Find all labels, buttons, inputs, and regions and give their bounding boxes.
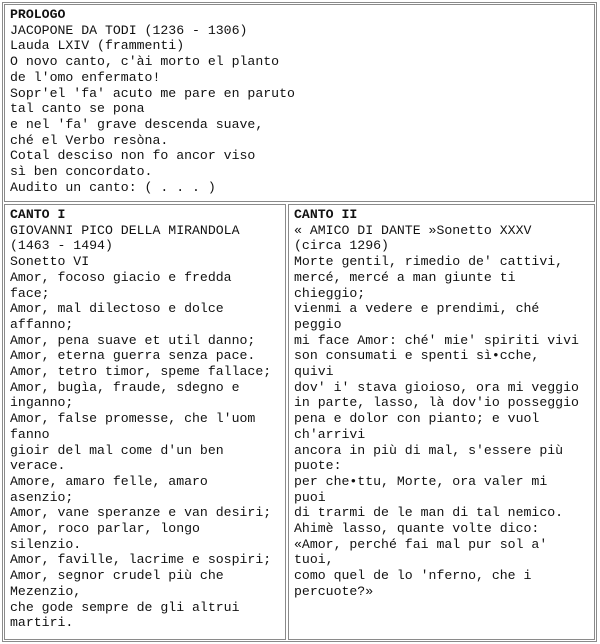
text-line: Mezenzio, — [10, 583, 82, 599]
text-line: pena e dolor con pianto; e vuol — [294, 411, 540, 427]
text-line: vienmi a vedere e prendimi, ché — [294, 301, 540, 317]
text-line: gioir del mal come d'un ben — [10, 442, 224, 458]
prologo-heading: PROLOGO — [10, 7, 66, 22]
text-line: in parte, lasso, là dov'io posseggio — [294, 395, 579, 411]
text-line: (1463 - 1494) — [10, 238, 113, 254]
canto-ii-heading: CANTO II — [294, 207, 358, 222]
text-line: son consumati e spenti sì•cche, — [294, 348, 540, 364]
text-line: peggio — [294, 316, 342, 332]
text-line: ancora in più di mal, s'essere più — [294, 442, 564, 458]
canto-ii-cell — [288, 204, 595, 640]
text-line: ch'arrivi — [294, 426, 366, 442]
text-line: Sonetto VI — [10, 254, 90, 270]
text-line: O novo canto, c'ài morto el planto — [10, 54, 280, 70]
text-line: puote: — [294, 458, 342, 474]
text-line: che gode sempre de gli altrui — [10, 599, 240, 615]
text-line: GIOVANNI PICO DELLA MIRANDOLA — [10, 222, 240, 238]
text-line: Audito un canto: ( . . . ) — [10, 179, 216, 195]
text-line: Amor, roco parlar, longo — [10, 521, 200, 537]
text-line: Amor, pena suave et util danno; — [10, 332, 256, 348]
text-line: Amor, eterna guerra senza pace. — [10, 348, 256, 364]
canto-i-text — [10, 223, 281, 631]
text-line: quivi — [294, 364, 334, 380]
canto-i-cell — [4, 204, 286, 640]
text-line: de l'omo enfermato! — [10, 69, 161, 85]
text-line: Amor, tetro timor, speme fallace; — [10, 364, 272, 380]
canto-i-heading: CANTO I — [10, 207, 66, 222]
text-line: Amor, false promesse, che l'uom — [10, 411, 256, 427]
text-line: e nel 'fa' grave descenda suave, — [10, 116, 264, 132]
canto-ii-text — [294, 223, 590, 600]
text-line: Lauda LXIV (frammenti) — [10, 38, 185, 54]
text-line: Cotal desciso non fo ancor viso — [10, 148, 256, 164]
text-line: Amor, faville, lacrime e sospiri; — [10, 552, 272, 568]
text-line: Amor, bugìa, fraude, sdegno e — [10, 379, 240, 395]
text-line: face; — [10, 285, 50, 301]
text-line: mi face Amor: ché' mie' spiriti vivi — [294, 332, 579, 348]
text-line: Amore, amaro felle, amaro — [10, 473, 208, 489]
text-line: inganno; — [10, 395, 74, 411]
text-line: Amor, vane speranze e van desiri; — [10, 505, 272, 521]
text-line: silenzio. — [10, 536, 82, 552]
text-line: tal canto se pona — [10, 101, 145, 117]
text-line: chieggio; — [294, 285, 366, 301]
text-line: como quel de lo 'nferno, che i — [294, 568, 532, 584]
text-line: verace. — [10, 458, 66, 474]
text-line: fanno — [10, 426, 50, 442]
text-line: affanno; — [10, 316, 74, 332]
text-line: puoi — [294, 489, 326, 505]
text-line: Amor, focoso giacio e fredda — [10, 269, 232, 285]
text-line: dov' i' stava gioioso, ora mi veggio — [294, 379, 579, 395]
text-line: mercé, mercé a man giunte ti — [294, 269, 516, 285]
text-line: percuote?» — [294, 583, 374, 599]
text-line: Amor, segnor crudel più che — [10, 568, 224, 584]
text-line: Ahimè lasso, quante volte dico: — [294, 521, 540, 537]
text-line: asenzio; — [10, 489, 74, 505]
text-line: di trarmi de le man di tal nemico. — [294, 505, 564, 521]
text-line: JACOPONE DA TODI (1236 - 1306) — [10, 22, 248, 38]
prologo-cell — [4, 4, 595, 202]
text-line: tuoi, — [294, 552, 334, 568]
text-line: per che•ttu, Morte, ora valer mi — [294, 473, 548, 489]
prologo-text — [10, 23, 590, 196]
text-line: Morte gentil, rimedio de' cattivi, — [294, 254, 564, 270]
text-line: ché el Verbo resòna. — [10, 132, 169, 148]
text-line: martiri. — [10, 615, 74, 631]
text-line: « AMICO DI DANTE »Sonetto XXXV — [294, 222, 532, 238]
text-line: sì ben concordato. — [10, 164, 153, 180]
text-line: Sopr'el 'fa' acuto me pare en paruto — [10, 85, 295, 101]
text-line: «Amor, perché fai mal pur sol a' — [294, 536, 548, 552]
text-line: Amor, mal dilectoso e dolce — [10, 301, 224, 317]
text-line: (circa 1296) — [294, 238, 389, 254]
